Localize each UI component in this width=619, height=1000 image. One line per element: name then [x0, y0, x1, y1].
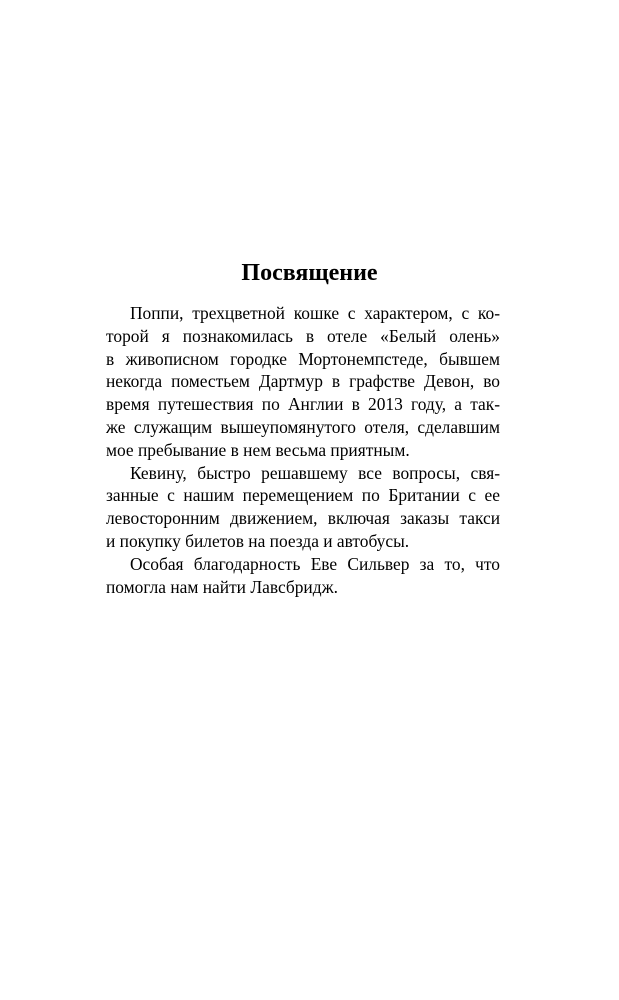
text-line: торой я познакомилась в отеле «Белый олень» [106, 325, 500, 346]
text-line: Кевину, быстро решавшему все вопросы, свя- [130, 462, 500, 483]
text-line: в живописном городке Мортонемпстеде, бывшем [106, 348, 500, 369]
text-line: же служащим вышеупомянутого отеля, сделавшим [106, 416, 500, 437]
text-line: помогла нам найти Лавсбридж. [106, 576, 338, 597]
text-line: Особая благодарность Еве Сильвер за то, что [130, 553, 500, 574]
page-title: Посвящение [241, 260, 378, 286]
text-line: занные с нашим перемещением по Британии с ее [106, 485, 500, 506]
text-line: время путешествия по Англии в 2013 году, а так- [106, 394, 500, 415]
paragraph-kevin [106, 462, 500, 553]
text-line: Поппи, трехцветной кошке с характером, с ко- [130, 303, 500, 323]
paragraph-poppy [106, 302, 500, 462]
text-line: и покупку билетов на поезда и автобусы. [106, 530, 410, 551]
text-line: мое пребывание в нем весьма приятным. [106, 439, 410, 460]
dedication-body [106, 302, 500, 598]
text-line: некогда поместьем Дартмур в графстве Девон, во [106, 371, 500, 392]
paragraph-eva [106, 553, 500, 599]
text-line: левосторонним движением, включая заказы такси [106, 508, 500, 529]
